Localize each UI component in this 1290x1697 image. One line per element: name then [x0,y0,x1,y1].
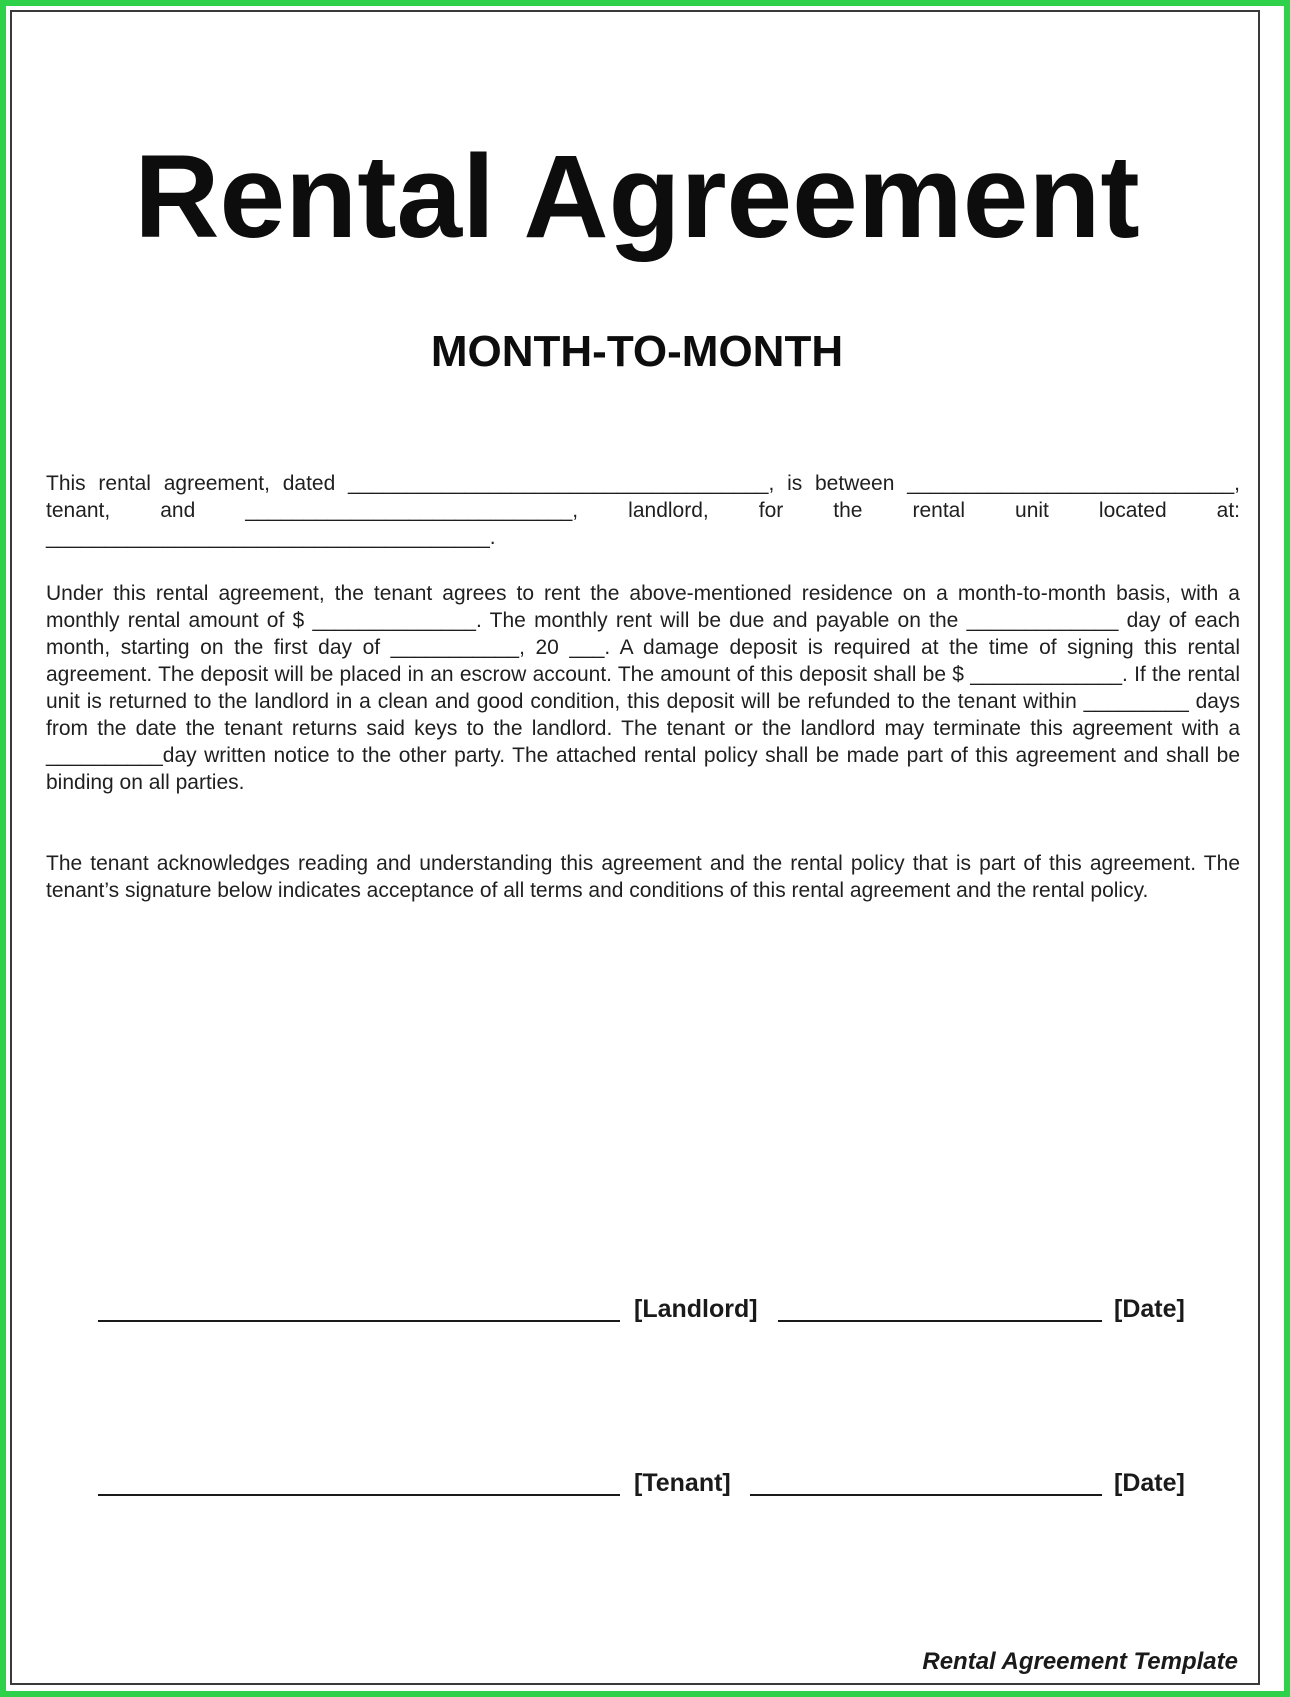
document-subtitle: MONTH-TO-MONTH [430,327,844,376]
document-title: Rental Agreement [134,131,1140,263]
tenant-label: [Tenant] [634,1469,731,1497]
tenant-date-label: [Date] [1114,1469,1185,1497]
document-page [10,10,1260,1685]
landlord-signature-row [12,1292,1262,1332]
landlord-label: [Landlord] [634,1295,758,1323]
template-footer-caption: Rental Agreement Template [922,1648,1238,1675]
landlord-date-line[interactable] [778,1320,1102,1322]
tenant-signature-line[interactable] [98,1494,620,1496]
tenant-signature-row [12,1466,1262,1506]
paragraph-parties: This rental agreement, dated ____________________________________, is between ____________________________, tenant, and ____________________________, landlord, for the rental unit located at: ______________________________________. [46,472,1240,549]
paragraph-acknowledgement: The tenant acknowledges reading and understanding this agreement and the rental policy that is part of this agreement. The tenant’s signature below indicates acceptance of all terms and conditions of this rental agreement and the rental policy. [46,852,1240,902]
tenant-date-line[interactable] [750,1494,1102,1496]
landlord-date-label: [Date] [1114,1295,1185,1323]
paragraph-terms: Under this rental agreement, the tenant agrees to rent the above-mentioned residence on a month-to-month basis, with a monthly rental amount of $ ______________. The monthly rent will be due and payable on the _____________ day of each month, starting on the first day of ___________, 20 ___. A damage deposit is required at the time of signing this rental agreement. The deposit will be placed in an escrow account. The amount of this deposit shall be $ _____________. If the rental unit is returned to the landlord in a clean and good condition, this deposit will be refunded to the tenant within _________ days from the date the tenant returns said keys to the landlord. The tenant or the landlord may terminate this agreement with a __________day written notice to the other party. The attached rental policy shall be made part of this agreement and shall be binding on all parties. [46,582,1240,794]
landlord-signature-line[interactable] [98,1320,620,1322]
